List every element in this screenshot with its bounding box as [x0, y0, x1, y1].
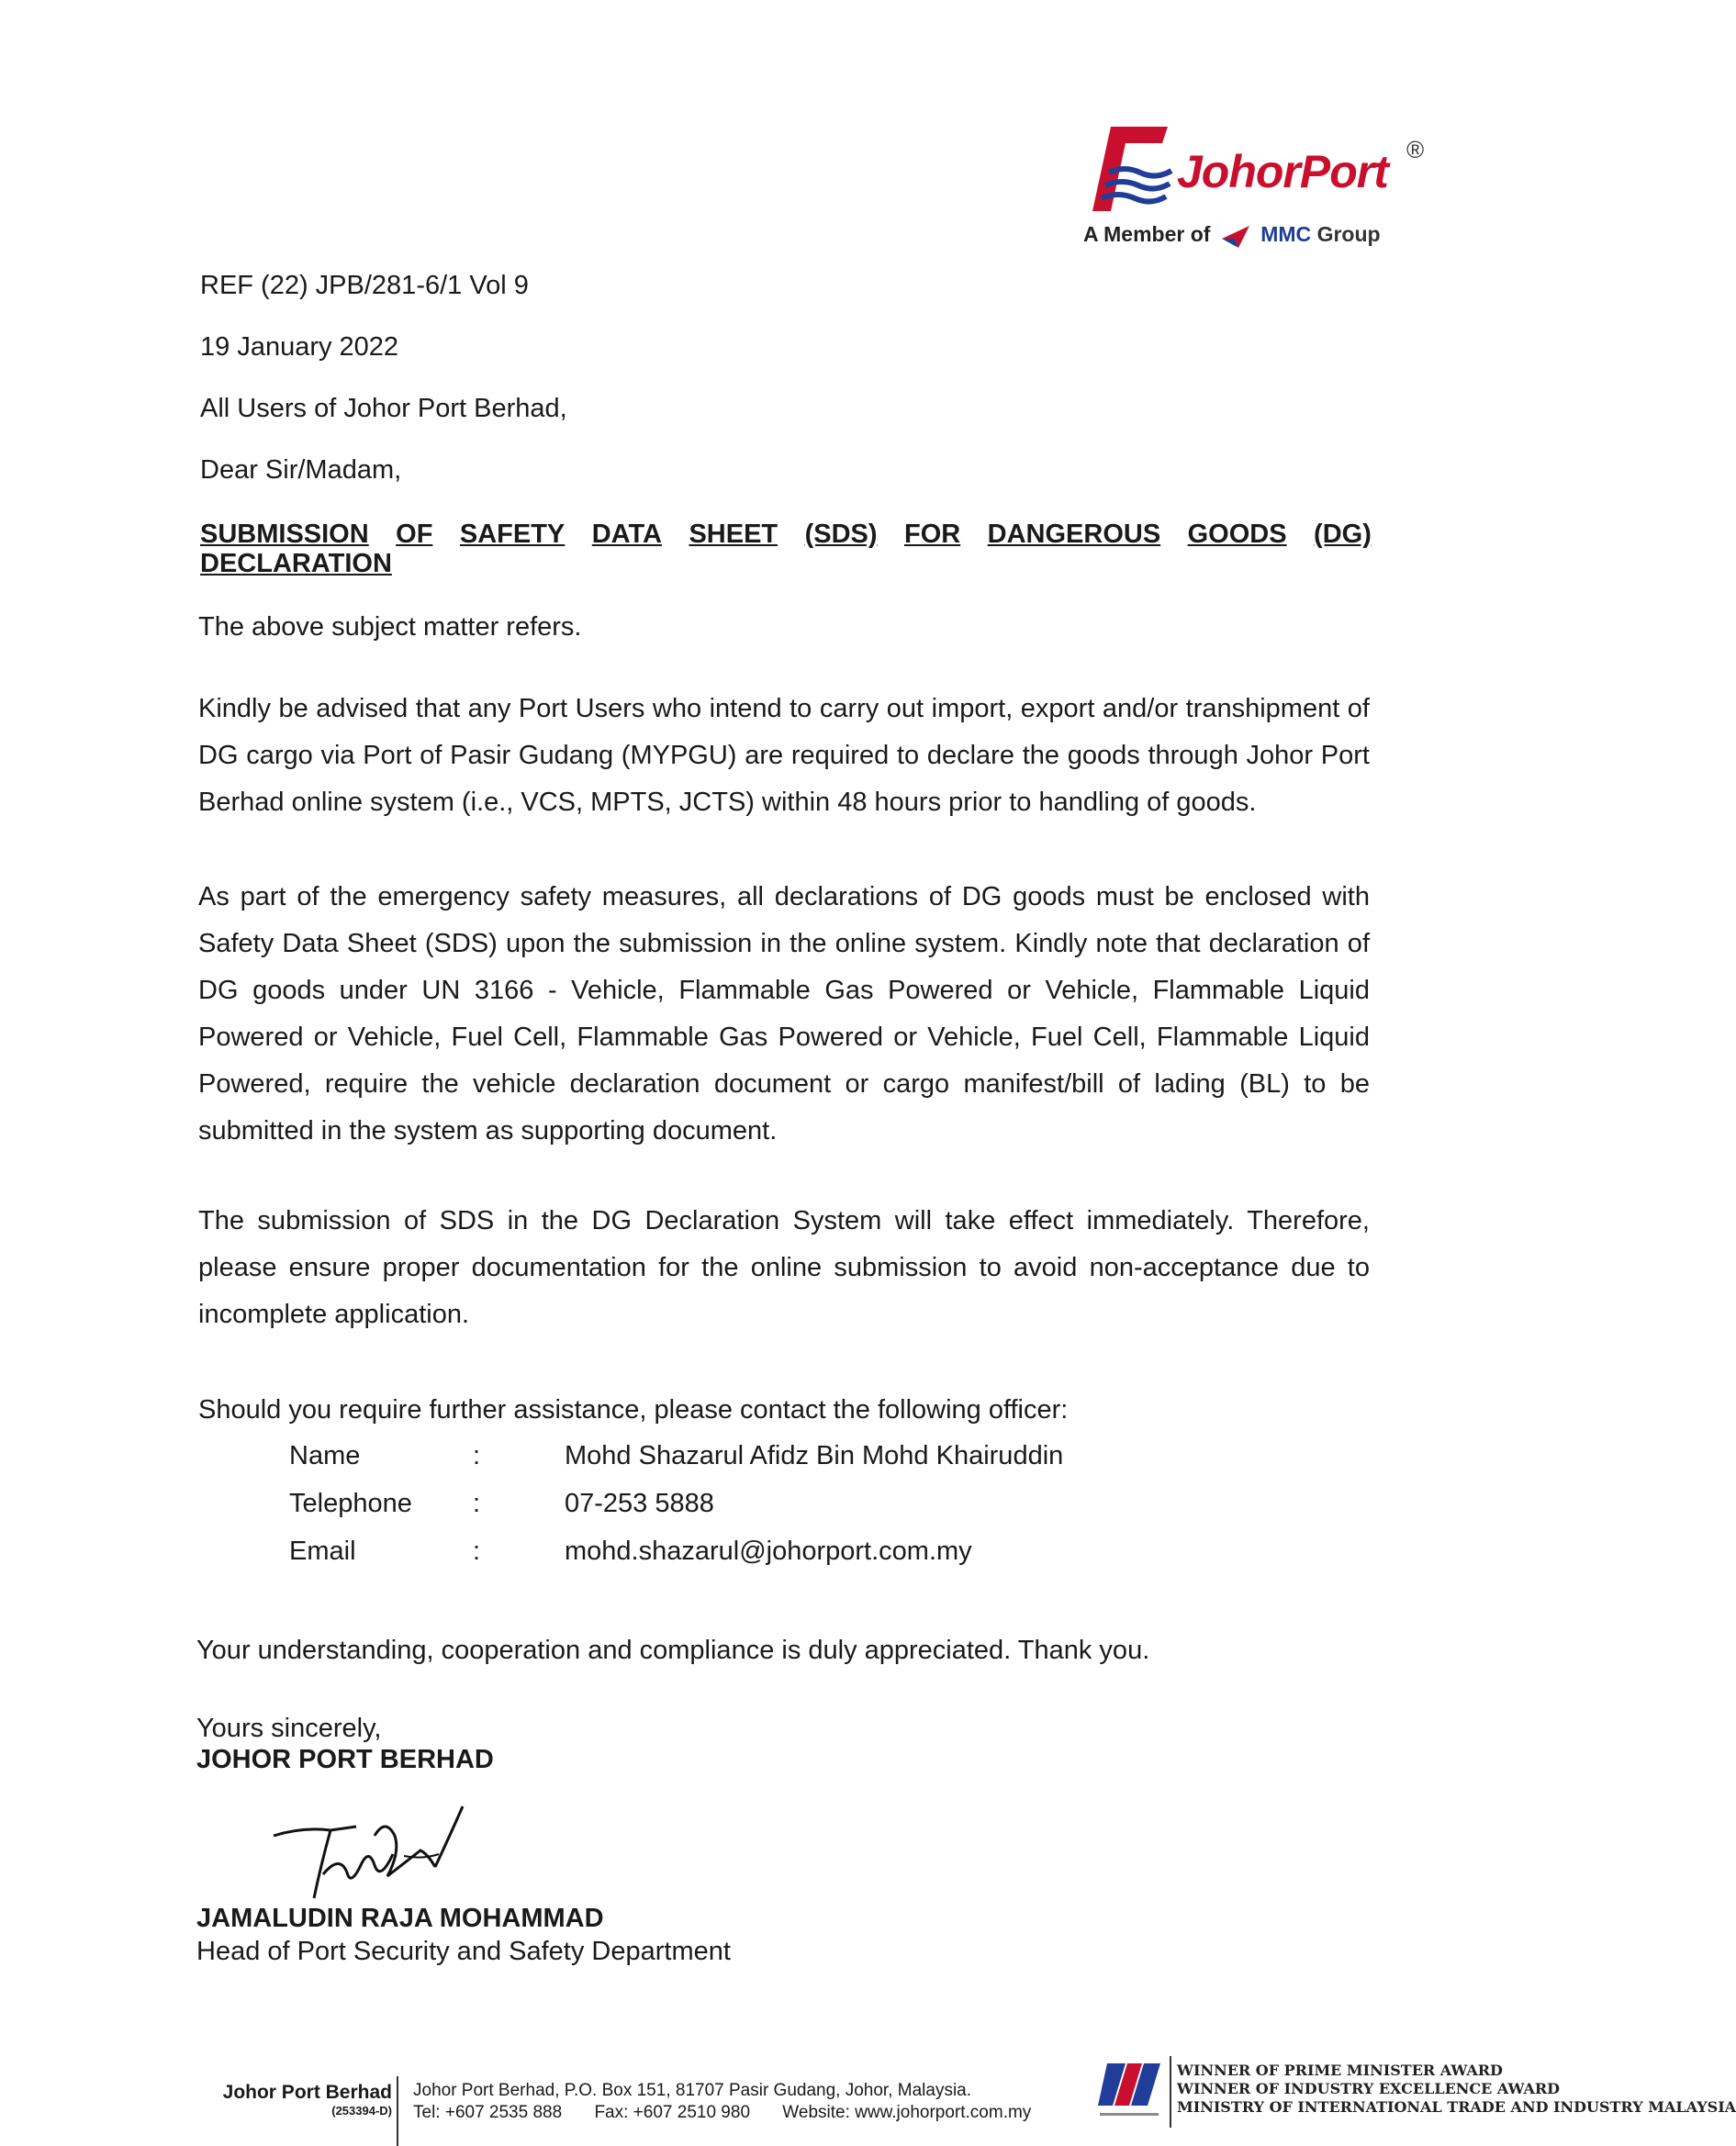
award-line-2: WINNER OF INDUSTRY EXCELLENCE AWARD [1177, 2080, 1561, 2097]
footer-contact-line [413, 2102, 1031, 2124]
award-divider [1170, 2056, 1171, 2128]
mmc-star-icon [1220, 222, 1251, 250]
footer-company [204, 2082, 392, 2118]
award-block [1094, 2052, 1736, 2135]
company-name: JOHOR PORT BERHAD [196, 1745, 494, 1774]
signatory-block [196, 1902, 731, 1968]
paragraph-intro: The above subject matter refers. [198, 612, 582, 642]
member-brand: MMC [1260, 222, 1312, 247]
member-prefix: A Member of [1083, 222, 1211, 247]
closing-thanks: Your understanding, cooperation and compliance is duly appreciated. Thank you. [196, 1636, 1150, 1665]
subject-line-1: SUBMISSION OF SAFETY DATA SHEET (SDS) FOR DANGEROUS GOODS (DG) [200, 520, 1372, 549]
signatory-title: Head of Port Security and Safety Department [196, 1937, 731, 1966]
recipient-line: All Users of Johor Port Berhad, [200, 394, 567, 423]
contact-value: 07-253 5888 [565, 1489, 714, 1518]
footer-website[interactable]: Website: www.johorport.com.my [782, 2103, 1032, 2122]
award-text [1177, 2062, 1736, 2117]
registered-mark: ® [1406, 136, 1425, 163]
company-logo [1083, 119, 1450, 257]
member-of-line [1083, 222, 1381, 250]
award-line-3: MINISTRY OF INTERNATIONAL TRADE AND INDUSTRY MALAYSIA [1177, 2098, 1736, 2116]
paragraph-effective: The submission of SDS in the DG Declaration System will take effect immediately. Therefore, please ensure proper documentation for the online submission to avoid non-acceptance due to incomplete application. [198, 1206, 1370, 1329]
johorport-emblem-icon [1083, 119, 1175, 220]
logo-wordmark: JohorPort [1177, 146, 1388, 197]
member-suffix: Group [1316, 222, 1381, 247]
handwritten-signature [266, 1799, 487, 1909]
award-line-1: WINNER OF PRIME MINISTER AWARD [1177, 2062, 1503, 2079]
footer-reg-no: (253394-D) [331, 2104, 392, 2118]
subject-heading [200, 520, 1372, 578]
contact-label: Email [289, 1537, 356, 1566]
award-emblem-icon [1094, 2054, 1164, 2128]
footer-divider [397, 2076, 398, 2146]
sign-off: Yours sincerely, [196, 1714, 382, 1743]
reference-number: REF (22) JPB/281-6/1 Vol 9 [200, 271, 529, 300]
footer-address-block [413, 2080, 1031, 2124]
contact-separator: : [473, 1441, 481, 1470]
contact-email-link[interactable]: mohd.shazarul@johorport.com.my [565, 1537, 972, 1566]
footer-tel: Tel: +607 2535 888 [413, 2103, 563, 2122]
contact-separator: : [473, 1537, 481, 1566]
salutation: Dear Sir/Madam, [200, 455, 402, 485]
footer-address: Johor Port Berhad, P.O. Box 151, 81707 Pasir Gudang, Johor, Malaysia. [413, 2081, 972, 2100]
paragraph-sds-requirement: As part of the emergency safety measures, all declarations of DG goods must be enclosed with Safety Data Sheet (SDS) upon the submission in the online system. Kindly note that declaration of DG goods under UN 3166 - Vehicle, Flammable Gas Powered or Vehicle, Flammable Liquid Powered or Vehicle, Fuel Cell, Flammable Gas Powered or Vehicle, Fuel Cell, Flammable Liquid Powered, require the vehicle declaration document or cargo manifest/bill of lading (BL) to be submitted in the system as supporting document. [198, 882, 1370, 1146]
sign-off-block [196, 1713, 494, 1775]
contact-label: Name [289, 1441, 361, 1470]
contact-separator: : [473, 1489, 481, 1518]
contact-intro: Should you require further assistance, please contact the following officer: [198, 1395, 1069, 1425]
signatory-name: JAMALUDIN RAJA MOHAMMAD [196, 1904, 604, 1933]
paragraph-declaration: Kindly be advised that any Port Users who intend to carry out import, export and/or transhipment of DG cargo via Port of Pasir Gudang (MYPGU) are required to declare the goods through Johor Port Berhad online system (i.e., VCS, MPTS, JCTS) within 48 hours prior to handling of goods. [198, 694, 1370, 817]
footer-company-name: Johor Port Berhad [222, 2082, 392, 2103]
contact-label: Telephone [289, 1489, 412, 1518]
contact-value: Mohd Shazarul Afidz Bin Mohd Khairuddin [565, 1441, 1064, 1470]
subject-line-2: DECLARATION [200, 549, 392, 578]
letter-date: 19 January 2022 [200, 332, 399, 362]
footer-fax: Fax: +607 2510 980 [594, 2103, 751, 2122]
